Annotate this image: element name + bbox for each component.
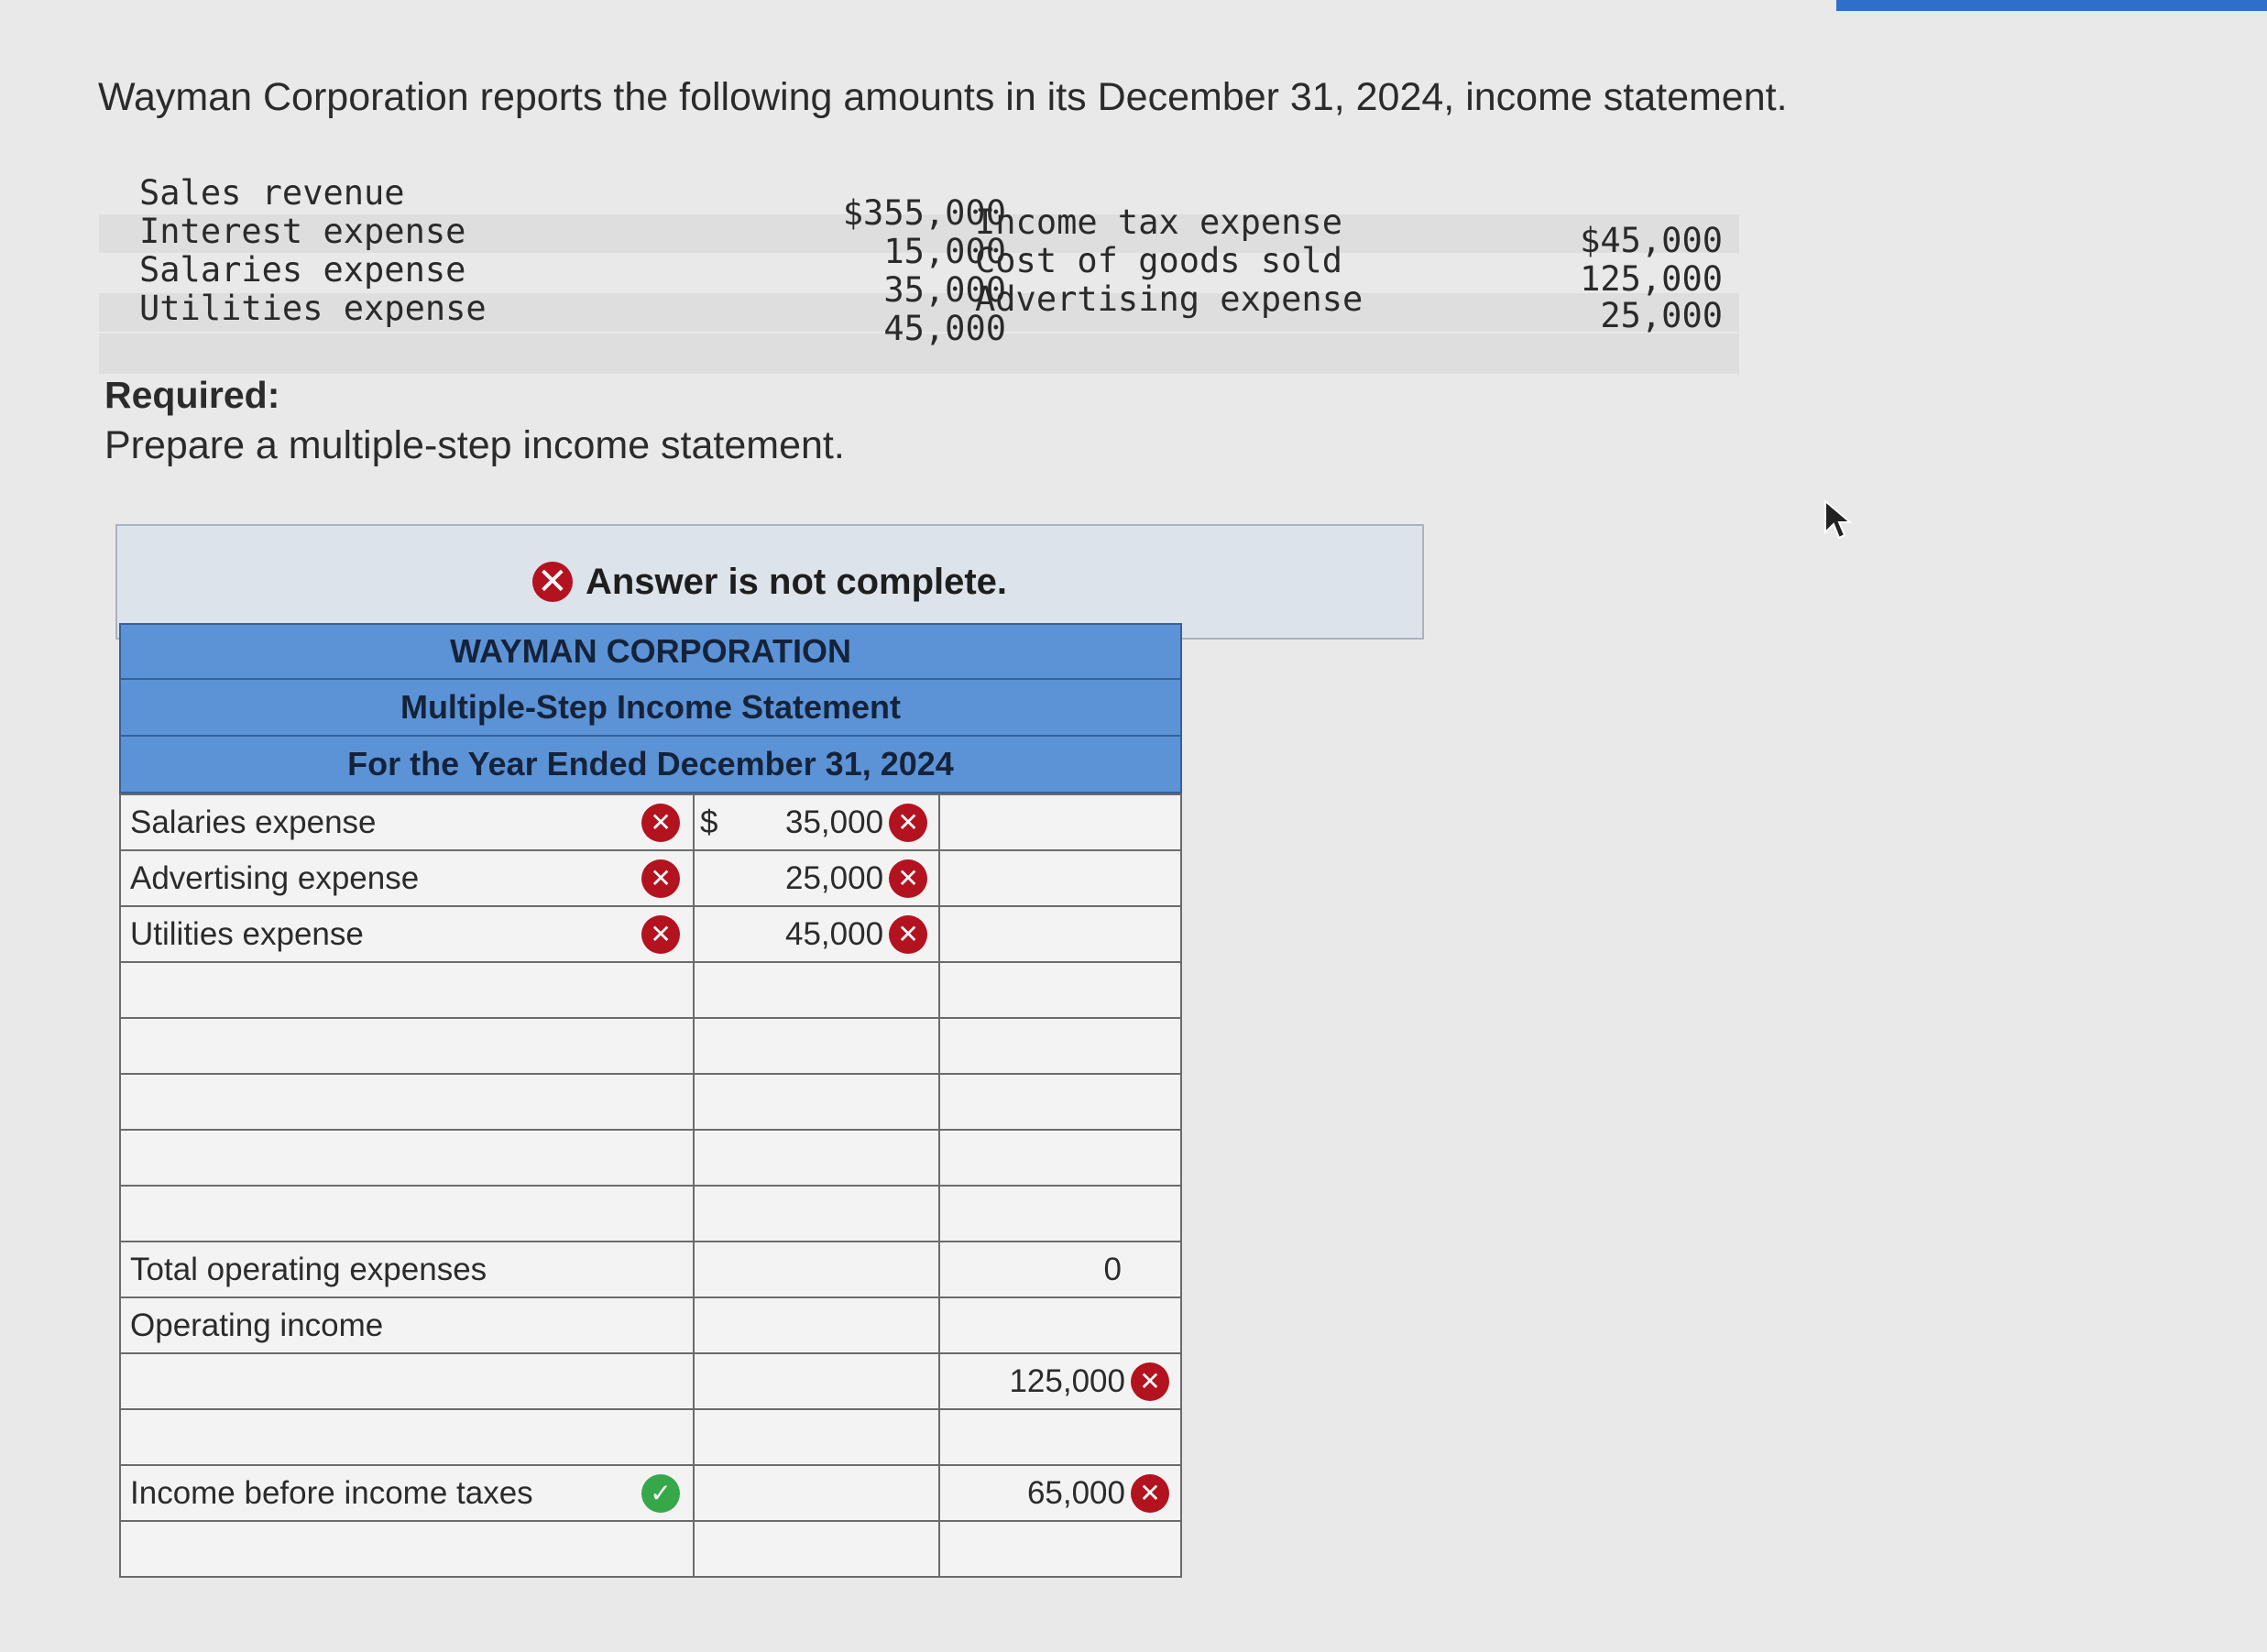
given-label: Cost of goods sold (975, 241, 1342, 280)
amount-input-column-1[interactable] (694, 1242, 939, 1297)
amount-input-column-1[interactable] (694, 1297, 939, 1353)
line-item-label-input[interactable] (120, 906, 694, 962)
statement-row (120, 794, 1181, 850)
statement-row (120, 1242, 1181, 1297)
incorrect-icon: ✕ (641, 859, 680, 898)
incorrect-icon: ✕ (1131, 1474, 1169, 1513)
correct-check-icon: ✓ (641, 1474, 680, 1513)
statement-row (120, 1297, 1181, 1353)
amount-input-column-1[interactable] (694, 1018, 939, 1074)
amount-input-column-2[interactable] (939, 1521, 1181, 1577)
statement-title: Multiple-Step Income Statement (119, 680, 1182, 737)
line-item-label-input[interactable] (120, 1297, 694, 1353)
amount-input-column-2[interactable] (939, 1186, 1181, 1242)
line-item-label-input[interactable] (120, 1186, 694, 1242)
statement-rows (119, 793, 1182, 1578)
incorrect-icon: ✕ (889, 859, 927, 898)
amount-input-column-1[interactable] (694, 850, 939, 906)
given-label: Sales revenue (139, 173, 405, 213)
line-item-label-input[interactable] (120, 1074, 694, 1130)
line-item-label-input[interactable] (120, 1353, 694, 1409)
line-item-label-input[interactable] (120, 1521, 694, 1577)
incorrect-icon: ✕ (1131, 1362, 1169, 1401)
mouse-pointer-icon (1823, 499, 1855, 542)
amount-input-column-1[interactable] (694, 1409, 939, 1465)
given-amounts-table (99, 174, 1739, 377)
line-item-label: Salaries expense (130, 804, 377, 840)
amount-input-column-2[interactable] (939, 1353, 1181, 1409)
amount-value: 0 (1103, 1251, 1122, 1287)
amount-input-column-1[interactable] (694, 1130, 939, 1186)
line-item-label: Total operating expenses (130, 1251, 487, 1287)
amount-input-column-1[interactable] (694, 1521, 939, 1577)
statement-period: For the Year Ended December 31, 2024 (119, 737, 1182, 793)
amount-input-column-2[interactable] (939, 1018, 1181, 1074)
amount-input-column-1[interactable] (694, 1186, 939, 1242)
line-item-label-input[interactable] (120, 794, 694, 850)
amount-input-column-1[interactable] (694, 1074, 939, 1130)
amount-input-column-2[interactable] (939, 1465, 1181, 1521)
given-value: $355,000 (842, 193, 1006, 233)
amount-input-column-2[interactable] (939, 1409, 1181, 1465)
line-item-label-input[interactable] (120, 1465, 694, 1521)
amount-value: 65,000 (1026, 1474, 1125, 1511)
given-label: Interest expense (139, 212, 466, 251)
amount-input-column-1[interactable] (694, 906, 939, 962)
line-item-label-input[interactable] (120, 1018, 694, 1074)
line-item-label-input[interactable] (120, 1409, 694, 1465)
given-value: $45,000 (1580, 221, 1723, 260)
amount-input-column-2[interactable] (939, 1297, 1181, 1353)
statement-row (120, 1353, 1181, 1409)
statement-row (120, 1074, 1181, 1130)
statement-row (120, 850, 1181, 906)
answer-status-text: Answer is not complete. (585, 561, 1008, 602)
amount-value: 125,000 (1009, 1362, 1125, 1399)
required-heading: Required: (104, 374, 280, 416)
amount-input-column-2[interactable] (939, 1074, 1181, 1130)
incorrect-icon: ✕ (532, 562, 573, 602)
income-statement (119, 623, 1182, 1578)
amount-value: 35,000 (785, 804, 884, 840)
amount-value: 45,000 (785, 915, 884, 952)
given-label: Income tax expense (975, 202, 1342, 242)
given-value: 35,000 (883, 270, 1006, 310)
line-item-label-input[interactable] (120, 1242, 694, 1297)
statement-row (120, 1409, 1181, 1465)
amount-input-column-2[interactable] (939, 962, 1181, 1018)
line-item-label: Advertising expense (130, 859, 420, 896)
line-item-label-input[interactable] (120, 1130, 694, 1186)
top-accent-bar (1836, 0, 2267, 11)
given-label: Utilities expense (139, 289, 487, 328)
required-instruction: Prepare a multiple-step income statement. (104, 423, 845, 467)
given-value: 25,000 (1600, 296, 1723, 335)
amount-input-column-1[interactable] (694, 1353, 939, 1409)
amount-input-column-2[interactable] (939, 794, 1181, 850)
given-value: 45,000 (883, 309, 1006, 348)
line-item-label: Utilities expense (130, 915, 364, 952)
amount-value: 25,000 (785, 859, 884, 896)
given-value: 15,000 (883, 232, 1006, 271)
given-label: Advertising expense (975, 279, 1363, 319)
statement-row (120, 1465, 1181, 1521)
line-item-label: Operating income (130, 1307, 384, 1343)
incorrect-icon: ✕ (641, 915, 680, 954)
amount-input-column-1[interactable] (694, 962, 939, 1018)
statement-row (120, 1130, 1181, 1186)
statement-row (120, 962, 1181, 1018)
statement-row (120, 906, 1181, 962)
line-item-label-input[interactable] (120, 850, 694, 906)
amount-input-column-2[interactable] (939, 1242, 1181, 1297)
given-value: 125,000 (1580, 259, 1723, 299)
line-item-label-input[interactable] (120, 962, 694, 1018)
incorrect-icon: ✕ (641, 804, 680, 842)
line-item-label: Income before income taxes (130, 1474, 533, 1511)
amount-input-column-1[interactable] (694, 794, 939, 850)
amount-input-column-2[interactable] (939, 906, 1181, 962)
amount-input-column-1[interactable] (694, 1465, 939, 1521)
statement-row (120, 1018, 1181, 1074)
problem-intro: Wayman Corporation reports the following amounts in its December 31, 2024, income statement. (98, 75, 1788, 119)
amount-input-column-2[interactable] (939, 850, 1181, 906)
statement-row (120, 1521, 1181, 1577)
statement-row (120, 1186, 1181, 1242)
currency-symbol: $ (700, 804, 718, 840)
statement-company: WAYMAN CORPORATION (119, 623, 1182, 680)
incorrect-icon: ✕ (889, 915, 927, 954)
given-label: Salaries expense (139, 250, 466, 290)
amount-input-column-2[interactable] (939, 1130, 1181, 1186)
incorrect-icon: ✕ (889, 804, 927, 842)
